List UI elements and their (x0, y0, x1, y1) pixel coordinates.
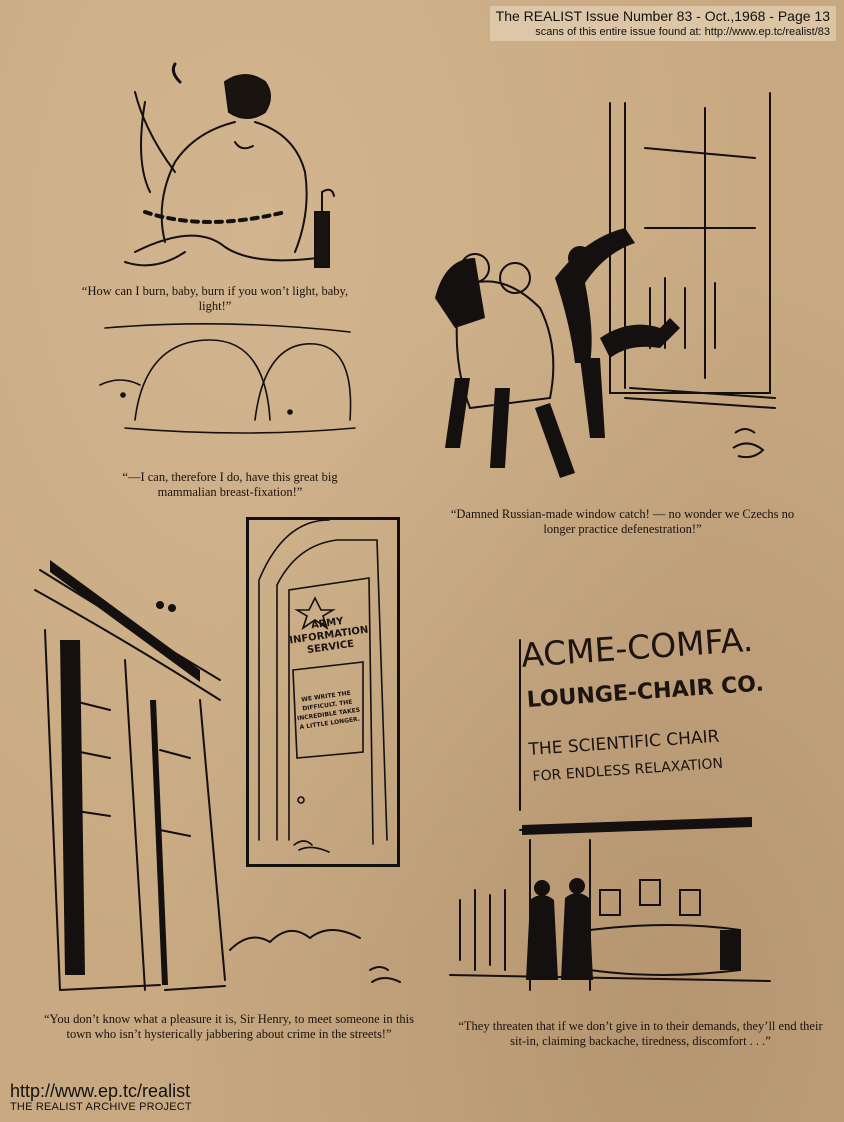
cartoon-whale (95, 320, 360, 440)
archive-url[interactable]: http://www.ep.tc/realist (10, 1081, 191, 1101)
caption-burn: “How can I burn, baby, burn if you won’t light, baby, light!” (81, 284, 349, 313)
cartoon-acme-sit-in (440, 619, 785, 1010)
cartoon-burn (85, 62, 350, 282)
acme-sign-line3: THE SCIENTIFIC CHAIR (528, 726, 720, 760)
caption-sit-in: “They threaten that if we don’t give in to their demands, they’ll end their sit-in, claiming backache, tiredness, discomfort . . .” (458, 1019, 823, 1048)
army-sign-title: ARMY INFORMATION SERVICE (288, 615, 370, 657)
acme-sign-line4: FOR ENDLESS RELAXATION (532, 755, 724, 785)
acme-sign-line2: LOUNGE-CHAIR CO. (526, 671, 765, 713)
army-sign-notice: WE WRITE THE DIFFICULT. THE INCREDIBLE TAKES A LITTLE LONGER. (296, 689, 361, 732)
archive-project-name: THE REALIST ARCHIVE PROJECT (10, 1101, 192, 1113)
scan-header (490, 6, 836, 41)
archive-footer (10, 1081, 192, 1114)
scan-source-line[interactable]: scans of this entire issue found at: http://www.ep.tc/realist/83 (535, 26, 830, 38)
cartoon-window (415, 88, 795, 493)
issue-line: The REALIST Issue Number 83 - Oct.,1968 - Page 13 (495, 8, 830, 24)
caption-window: “Damned Russian-made window catch! — no wonder we Czechs no longer practice defenestration!” (450, 507, 795, 536)
caption-whale: “—I can, therefore I do, have this great big mammalian breast-fixation!” (122, 470, 338, 499)
cartoon-sir-henry (30, 550, 420, 1010)
caption-sir-henry: “You don’t know what a pleasure it is, Sir Henry, to meet someone in this town who isn’t hysterically jabbering about crime in the streets!” (44, 1012, 414, 1041)
acme-sign-line1: ACME-COMFA. (519, 619, 755, 675)
